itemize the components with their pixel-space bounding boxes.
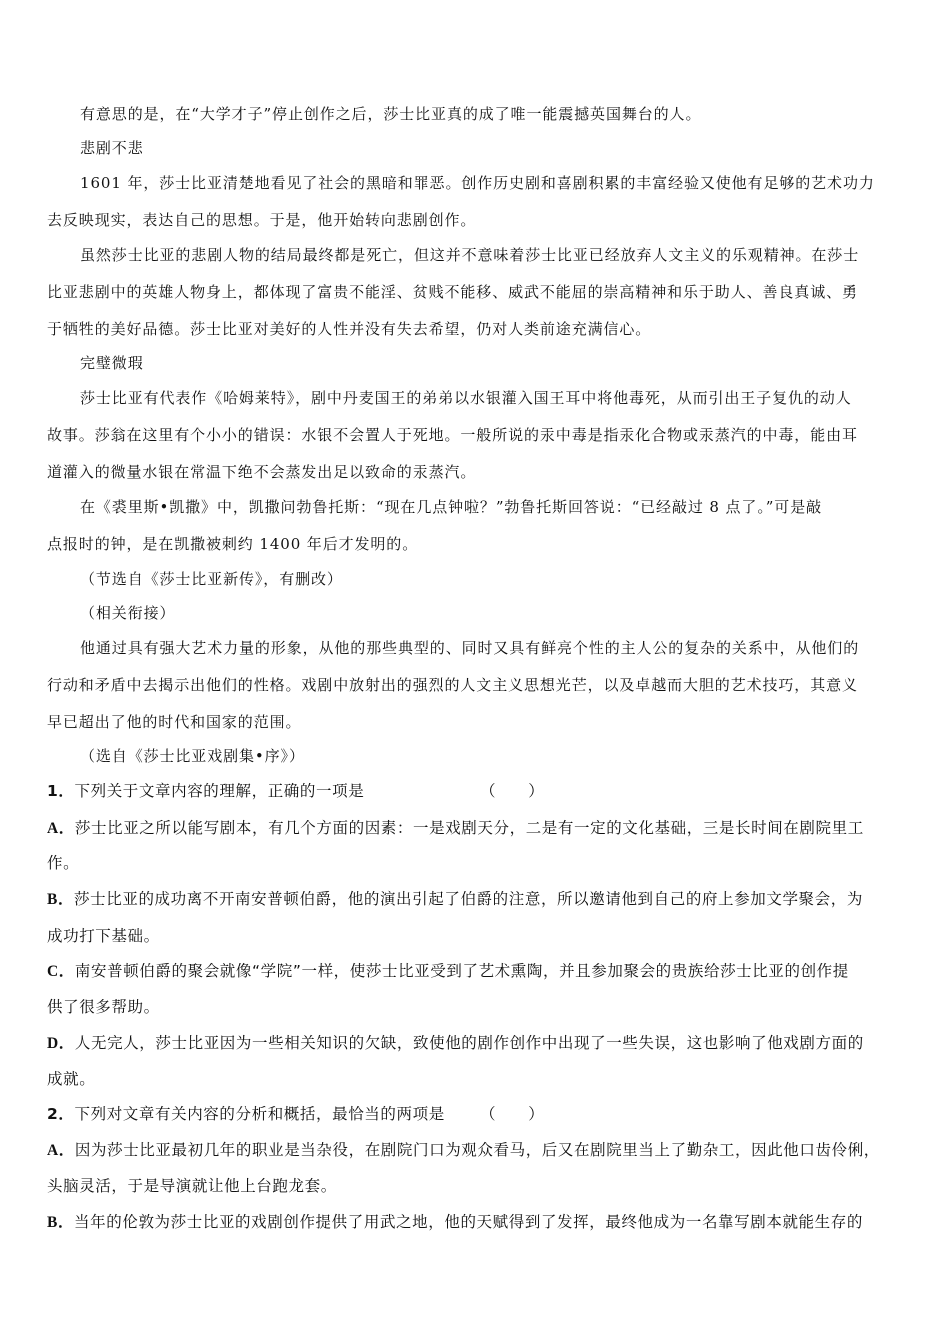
passage-line: 莎士比亚有代表作《哈姆莱特》，剧中丹麦国王的弟弟以水银灌入国王耳中将他毒死，从而引出王子复仇的动人 xyxy=(80,389,852,407)
option-letter: B． xyxy=(47,1214,75,1231)
passage-line: 点报时的钟，是在凯撒被刺约 1400 年后才发明的。 xyxy=(47,535,419,553)
option-a xyxy=(47,1140,880,1161)
option-text-continued: 成功打下基础。 xyxy=(47,927,160,945)
passage-line: 他通过具有强大艺术力量的形象，从他的那些典型的、同时又具有鲜亮个性的主人公的复杂的关系中，从他们的 xyxy=(80,639,860,657)
option-text-continued: 作。 xyxy=(47,854,80,872)
option-a xyxy=(47,818,864,839)
option-text-continued: 供了很多帮助。 xyxy=(47,998,160,1016)
answer-parentheses: （ ） xyxy=(480,782,545,800)
option-letter: C． xyxy=(47,963,75,980)
question-stem xyxy=(47,1104,445,1124)
passage-line: 去反映现实，表达自己的思想。于是，他开始转向悲剧创作。 xyxy=(47,211,477,229)
option-b xyxy=(47,889,863,910)
question-text: 下列对文章有关内容的分析和概括，最恰当的两项是 xyxy=(74,1105,445,1123)
passage-line: 于牺牲的美好品德。莎士比亚对美好的人性并没有失去希望，仍对人类前途充满信心。 xyxy=(47,320,652,338)
passage-line: 1601 年，莎士比亚清楚地看见了社会的黑暗和罪恶。创作历史剧和喜剧积累的丰富经验又使他有足够的艺术功力 xyxy=(80,174,875,192)
option-d xyxy=(47,1033,864,1054)
passage-line: 虽然莎士比亚的悲剧人物的结局最终都是死亡，但这并不意味着莎士比亚已经放弃人文主义的乐观精神。在莎士 xyxy=(80,246,860,264)
question-number: 2． xyxy=(47,1105,75,1123)
option-letter: A． xyxy=(47,1142,75,1159)
section-heading: 悲剧不悲 xyxy=(80,139,144,157)
passage-line: 在《裘里斯•凯撒》中，凯撒问勃鲁托斯：“现在几点钟啦？”勃鲁托斯回答说：“已经敲过 8 点了。”可是敲 xyxy=(80,498,823,516)
option-text: 人无完人，莎士比亚因为一些相关知识的欠缺，致使他的剧作创作中出现了一些失误，这也影响了他戏剧方面的 xyxy=(74,1034,864,1052)
option-text: 南安普顿伯爵的聚会就像“学院”一样，使莎士比亚受到了艺术熏陶，并且参加聚会的贵族给莎士比亚的创作提 xyxy=(74,962,849,980)
question-number: 1． xyxy=(47,782,75,800)
section-heading: 完璧微瑕 xyxy=(80,354,144,372)
question-text: 下列关于文章内容的理解，正确的一项是 xyxy=(74,782,365,800)
passage-line: 比亚悲剧中的英雄人物身上，都体现了富贵不能淫、贫贱不能移、威武不能屈的崇高精神和乐于助人、善良真诚、勇 xyxy=(47,283,858,301)
option-letter: A． xyxy=(47,820,75,837)
option-text: 莎士比亚的成功离不开南安普顿伯爵，他的演出引起了伯爵的注意，所以邀请他到自己的府上参加文学聚会，为 xyxy=(74,890,863,908)
passage-line: 行动和矛盾中去揭示出他们的性格。戏剧中放射出的强烈的人文主义思想光芒，以及卓越而大胆的艺术技巧，其意义 xyxy=(47,676,858,694)
option-text: 因为莎士比亚最初几年的职业是当杂役，在剧院门口为观众看马，后又在剧院里当上了勤杂工，因此他口齿伶俐， xyxy=(74,1141,880,1159)
answer-parentheses: （ ） xyxy=(480,1105,545,1123)
question-stem xyxy=(47,781,364,801)
option-letter: D． xyxy=(47,1035,75,1052)
option-c xyxy=(47,961,849,982)
option-text: 当年的伦敦为莎士比亚的戏剧创作提供了用武之地，他的天赋得到了发挥，最终他成为一名靠写剧本就能生存的 xyxy=(74,1213,863,1231)
option-text: 莎士比亚之所以能写剧本，有几个方面的因素：一是戏剧天分，二是有一定的文化基础，三是长时间在剧院里工 xyxy=(74,819,864,837)
passage-line: 道灌入的微量水银在常温下绝不会蒸发出足以致命的汞蒸汽。 xyxy=(47,463,477,481)
passage-line: 有意思的是，在“大学才子”停止创作之后，莎士比亚真的成了唯一能震撼英国舞台的人。 xyxy=(80,105,702,123)
source-note: （选自《莎士比亚戏剧集•序》） xyxy=(80,747,305,765)
source-note: （节选自《莎士比亚新传》，有删改） xyxy=(80,570,343,588)
option-text-continued: 成就。 xyxy=(47,1070,96,1088)
passage-line: 早已超出了他的时代和国家的范围。 xyxy=(47,713,302,731)
option-b xyxy=(47,1212,863,1233)
passage-line: 故事。莎翁在这里有个小小的错误：水银不会置人于死地。一般所说的汞中毒是指汞化合物或汞蒸汽的中毒，能由耳 xyxy=(47,426,858,444)
option-text-continued: 头脑灵活，于是导演就让他上台跑龙套。 xyxy=(47,1177,337,1195)
option-letter: B． xyxy=(47,891,75,908)
section-heading: （相关衔接） xyxy=(80,604,176,622)
